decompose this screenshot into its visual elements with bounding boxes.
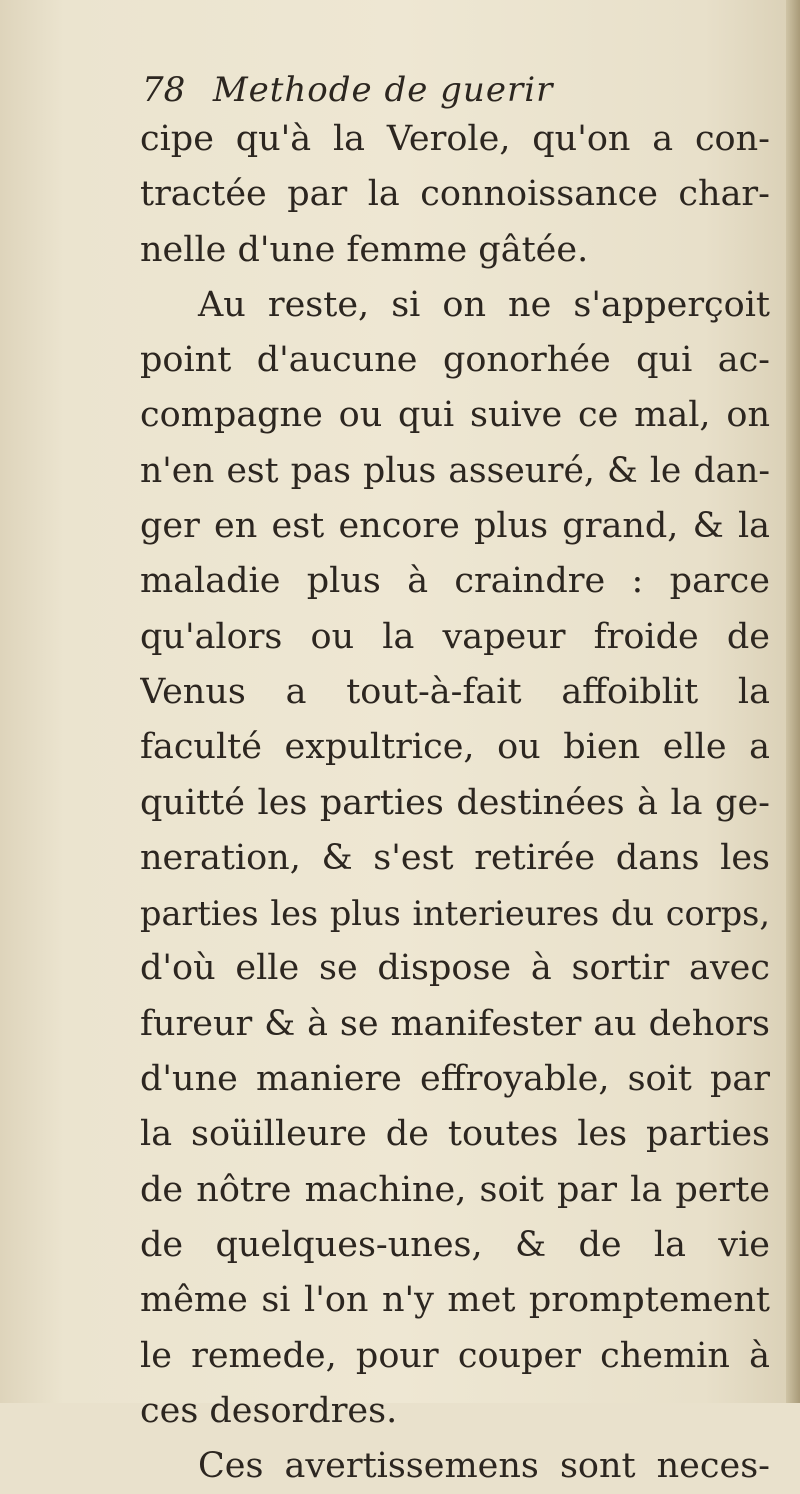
text-line: qu'alors ou la vapeur froide de [140,616,770,657]
page-number: 78 [142,70,186,110]
running-header [142,66,662,114]
text-line: fureur & à se manifester au dehors [140,1003,770,1044]
text-line: Au reste, si on ne s'apperçoit [198,284,770,325]
text-line: faculté expultrice, ou bien elle a [140,727,770,768]
text-line: neration, & s'est retirée dans les [140,837,770,878]
body-text [140,112,770,1494]
text-line: de nôtre machine, soit par la perte [140,1169,770,1210]
text-line: de quelques-unes, & de la vie [140,1224,770,1265]
text-line: Ces avertissemens sont neces- [198,1446,770,1487]
text-line: n'en est pas plus asseuré, & le dan- [140,450,770,491]
text-line: tractée par la connoissance char- [140,174,770,215]
text-line: quitté les parties destinées à la ge- [140,782,770,823]
text-line: ger en est encore plus grand, & la [140,506,770,547]
text-line: compagne ou qui suive ce mal, on [140,395,770,436]
running-title: Methode de guerir [212,70,554,110]
text-line: maladie plus à craindre : parce [140,561,770,602]
text-line: la soüilleure de toutes les parties [140,1114,770,1155]
text-line: cipe qu'à la Verole, qu'on a con- [140,119,770,159]
text-line: Venus a tout-à-fait affoiblit la [140,671,770,712]
text-line: nelle d'une femme gâtée. [140,229,589,270]
text-line: le remede, pour couper chemin à [140,1335,770,1376]
text-line: même si l'on n'y met promptement [140,1280,770,1321]
text-line: d'où elle se dispose à sortir avec [140,948,770,989]
page-edge [786,0,800,1403]
text-line: parties les plus interieures du corps, [140,894,770,934]
text-line: d'une maniere effroyable, soit par [140,1059,770,1100]
text-line: point d'aucune gonorhée qui ac- [140,340,770,381]
text-line: ces desordres. [140,1390,398,1431]
